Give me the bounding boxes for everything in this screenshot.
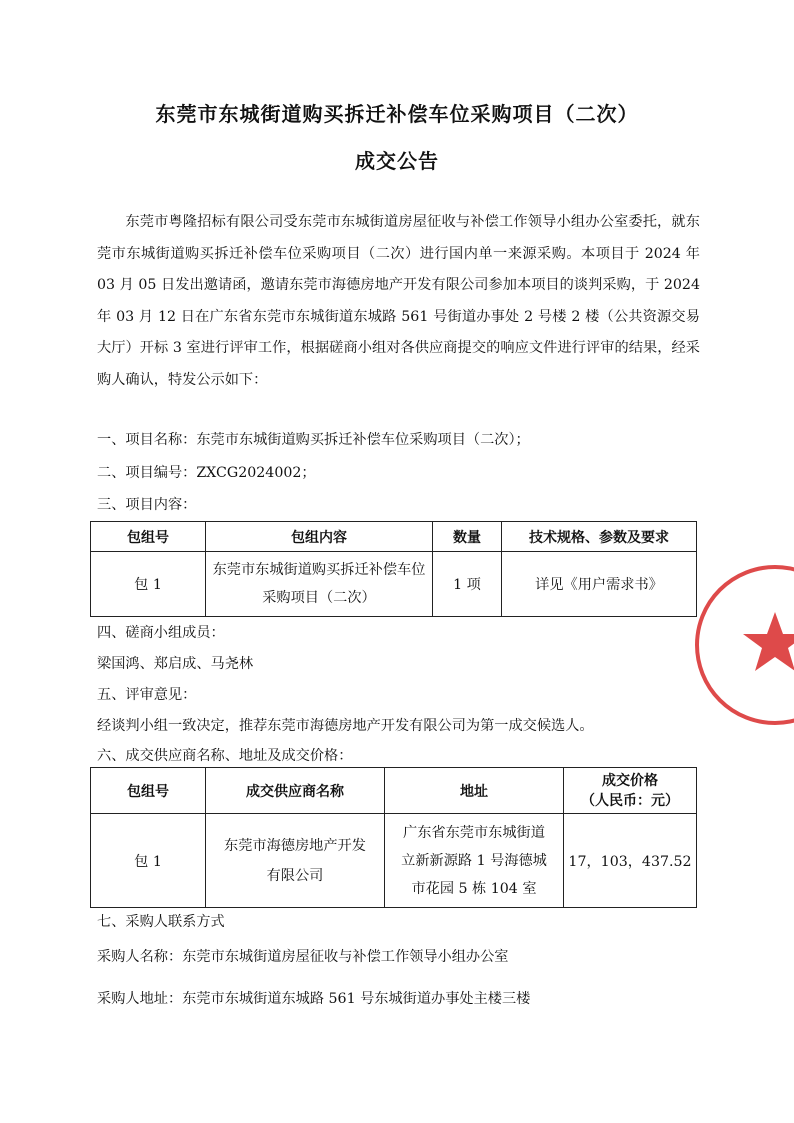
price-header-line: 成交价格 bbox=[602, 772, 658, 789]
spec-cell: 详见《用户需求书》 bbox=[502, 552, 697, 617]
section-committee: 四、磋商小组成员： bbox=[97, 625, 225, 641]
intro-text: 东莞市粤隆招标有限公司受东莞市东城街道房屋征收与补偿工作领导小组办公室委托，就东莞市东城街道购买拆迁补偿车位采购项目（二次）进行国内单一来源采购。本项目于 2024 年 03 月 05 日发出邀请函，邀请东莞市海德房地产开发有限公司参加本项目的谈判采购，于 2024 年 03 月 12 日在广东省东莞市东城街道东城路 561 号街道办事处 2 号楼 2 楼（公共资源交易大厅）开标 3 室进行评审工作，根据磋商小组对各供应商提交的响应文件进行评审的结果，经采购人确认，特发公示如下： bbox=[97, 214, 700, 388]
price-header bbox=[564, 768, 697, 814]
supplier-name-line: 有限公司 bbox=[266, 867, 324, 884]
content-line: 东莞市东城街道购买拆迁补偿车位 bbox=[212, 562, 426, 578]
section-contact: 七、采购人联系方式 bbox=[97, 914, 225, 930]
section-project-content: 三、项目内容： bbox=[97, 497, 197, 513]
content-line: 采购项目（二次） bbox=[262, 590, 376, 606]
table-header: 包组内容 bbox=[206, 522, 433, 552]
section-project-number: 二、项目编号：ZXCG2024002； bbox=[97, 465, 316, 481]
seal-star-icon bbox=[743, 612, 794, 671]
content-cell bbox=[206, 552, 433, 617]
section-supplier: 六、成交供应商名称、地址及成交价格： bbox=[97, 748, 353, 764]
table-header-row bbox=[91, 768, 697, 814]
package-cell: 包 1 bbox=[91, 552, 206, 617]
table-header: 地址 bbox=[385, 768, 564, 814]
intro-paragraph bbox=[97, 207, 700, 396]
address-line: 立新新源路 1 号海德城 bbox=[401, 852, 547, 869]
table-header-row bbox=[91, 522, 697, 552]
table-row bbox=[91, 552, 697, 617]
document-subtitle: 成交公告 bbox=[355, 149, 439, 173]
table-header: 包组号 bbox=[91, 768, 206, 814]
table-header: 包组号 bbox=[91, 522, 206, 552]
table-header: 技术规格、参数及要求 bbox=[502, 522, 697, 552]
price-header-line: （人民币：元） bbox=[581, 792, 679, 809]
purchaser-address: 采购人地址：东莞市东城街道东城路 561 号东城街道办事处主楼三楼 bbox=[97, 991, 531, 1007]
document-title: 东莞市东城街道购买拆迁补偿车位采购项目（二次） bbox=[155, 102, 639, 126]
section-review: 五、评审意见： bbox=[97, 687, 197, 703]
section-project-name: 一、项目名称：东莞市东城街道购买拆迁补偿车位采购项目（二次）； bbox=[97, 432, 530, 448]
company-seal bbox=[690, 560, 794, 730]
project-content-table bbox=[90, 521, 697, 617]
review-opinion: 经谈判小组一致决定，推荐东莞市海德房地产开发有限公司为第一成交候选人。 bbox=[97, 718, 594, 734]
address-line: 广东省东莞市东城街道 bbox=[403, 824, 545, 841]
address-line: 市花园 5 栋 104 室 bbox=[411, 880, 537, 897]
purchaser-name: 采购人名称：东莞市东城街道房屋征收与补偿工作领导小组办公室 bbox=[97, 949, 509, 965]
address-cell bbox=[385, 814, 564, 908]
table-header: 成交供应商名称 bbox=[206, 768, 385, 814]
package-cell: 包 1 bbox=[91, 814, 206, 908]
supplier-name-line: 东莞市海德房地产开发 bbox=[224, 837, 366, 854]
committee-members: 梁国鸿、郑启成、马尧林 bbox=[97, 656, 254, 672]
table-header: 数量 bbox=[433, 522, 502, 552]
supplier-table bbox=[90, 767, 697, 908]
quantity-cell: 1 项 bbox=[433, 552, 502, 617]
supplier-name-cell bbox=[206, 814, 385, 908]
table-row bbox=[91, 814, 697, 908]
price-cell: 17，103，437.52 bbox=[564, 814, 697, 908]
